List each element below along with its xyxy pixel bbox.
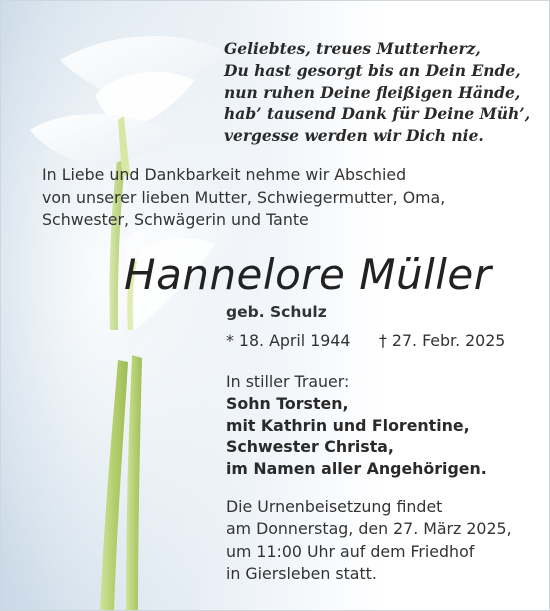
verse-line: Geliebtes, treues Mutterherz, [224, 39, 481, 58]
burial-line: am Donnerstag, den 27. März 2025, [226, 519, 512, 539]
farewell-intro [42, 164, 445, 232]
mourners-block [226, 371, 487, 480]
birth-date: * 18. April 1944 [226, 331, 351, 350]
burial-line: um 11:00 Uhr auf dem Friedhof [226, 541, 475, 561]
intro-line: Schwester, Schwägerin und Tante [42, 210, 309, 229]
intro-line: In Liebe und Dankbarkeit nehme wir Abschied [42, 165, 407, 184]
verse-line: vergesse werden wir Dich nie. [224, 126, 484, 146]
mourner-line: im Namen aller Angehörigen. [226, 459, 487, 479]
deceased-name: Hannelore Müller [124, 250, 492, 299]
verse-line: Du hast gesorgt bis an Dein Ende, [224, 60, 521, 80]
death-date: † 27. Febr. 2025 [379, 331, 506, 350]
mourner-line: Sohn Torsten, [226, 393, 349, 413]
verse-line: nun ruhen Deine fleißigen Hände, [224, 82, 521, 102]
memorial-verse [224, 38, 530, 147]
maiden-name: geb. Schulz [226, 303, 327, 321]
verse-line: hab’ tausend Dank für Deine Müh’, [224, 104, 531, 124]
intro-line: von unserer lieben Mutter, Schwiegermutter, Oma, [42, 187, 446, 207]
mourner-line: Schwester Christa, [226, 437, 394, 457]
mourners-heading: In stiller Trauer: [226, 372, 350, 391]
burial-line: Die Urnenbeisetzung findet [226, 497, 443, 516]
burial-line: in Giersleben statt. [226, 563, 377, 583]
mourner-line: mit Kathrin und Florentine, [226, 415, 470, 435]
burial-notice [226, 496, 512, 585]
